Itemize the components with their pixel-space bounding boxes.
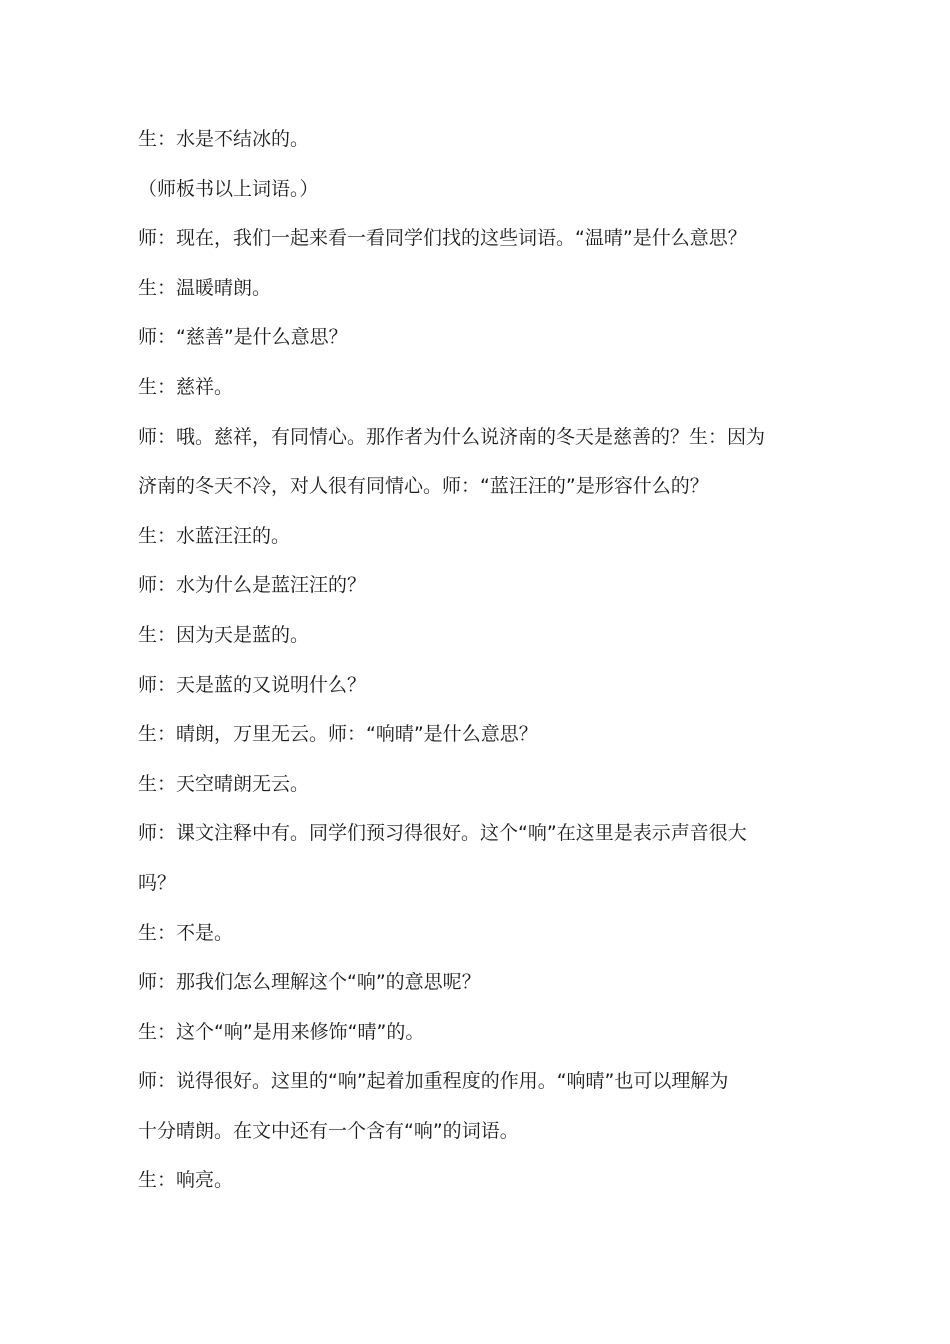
dialogue-line: 师：天是蓝的又说明什么？ [138,673,367,696]
dialogue-line: 师：“慈善”是什么意思？ [138,326,348,349]
dialogue-line: 十分晴朗。在文中还有一个含有“响”的词语。 [138,1119,519,1142]
dialogue-line: 师：水为什么是蓝汪汪的？ [138,574,367,597]
dialogue-line: 济南的冬天不冷，对人很有同情心。师：“蓝汪汪的”是形容什么的？ [138,475,709,498]
dialogue-line: 生：不是。 [138,921,234,944]
dialogue-line: 生：温暖晴朗。 [138,276,272,299]
dialogue-line: 师：那我们怎么理解这个“响”的意思呢？ [138,971,481,994]
dialogue-line: 师：课文注释中有。同学们预习得很好。这个“响”在这里是表示声音很大 [138,822,747,845]
dialogue-line: （师板书以上词语。） [138,177,319,200]
dialogue-text [138,115,818,1206]
dialogue-line: 生：响亮。 [138,1169,234,1192]
dialogue-line: 吗？ [138,871,177,894]
dialogue-line: 师：哦。慈祥，有同情心。那作者为什么说济南的冬天是慈善的？生：因为 [138,425,766,448]
dialogue-line: 生：天空晴朗无云。 [138,772,310,795]
dialogue-line: 生：因为天是蓝的。 [138,623,310,646]
dialogue-line: 生：这个“响”是用来修饰“晴”的。 [138,1020,425,1043]
dialogue-line: 生：慈祥。 [138,375,234,398]
dialogue-line: 生：水蓝汪汪的。 [138,524,291,547]
dialogue-line: 生：水是不结冰的。 [138,128,310,150]
dialogue-line: 师：说得很好。这里的“响”起着加重程度的作用。“响晴”也可以理解为 [138,1070,729,1093]
dialogue-line: 生：晴朗，万里无云。师：“响晴”是什么意思？ [138,723,538,746]
dialogue-line: 师：现在，我们一起来看一看同学们找的这些词语。“温晴”是什么意思？ [138,227,747,250]
